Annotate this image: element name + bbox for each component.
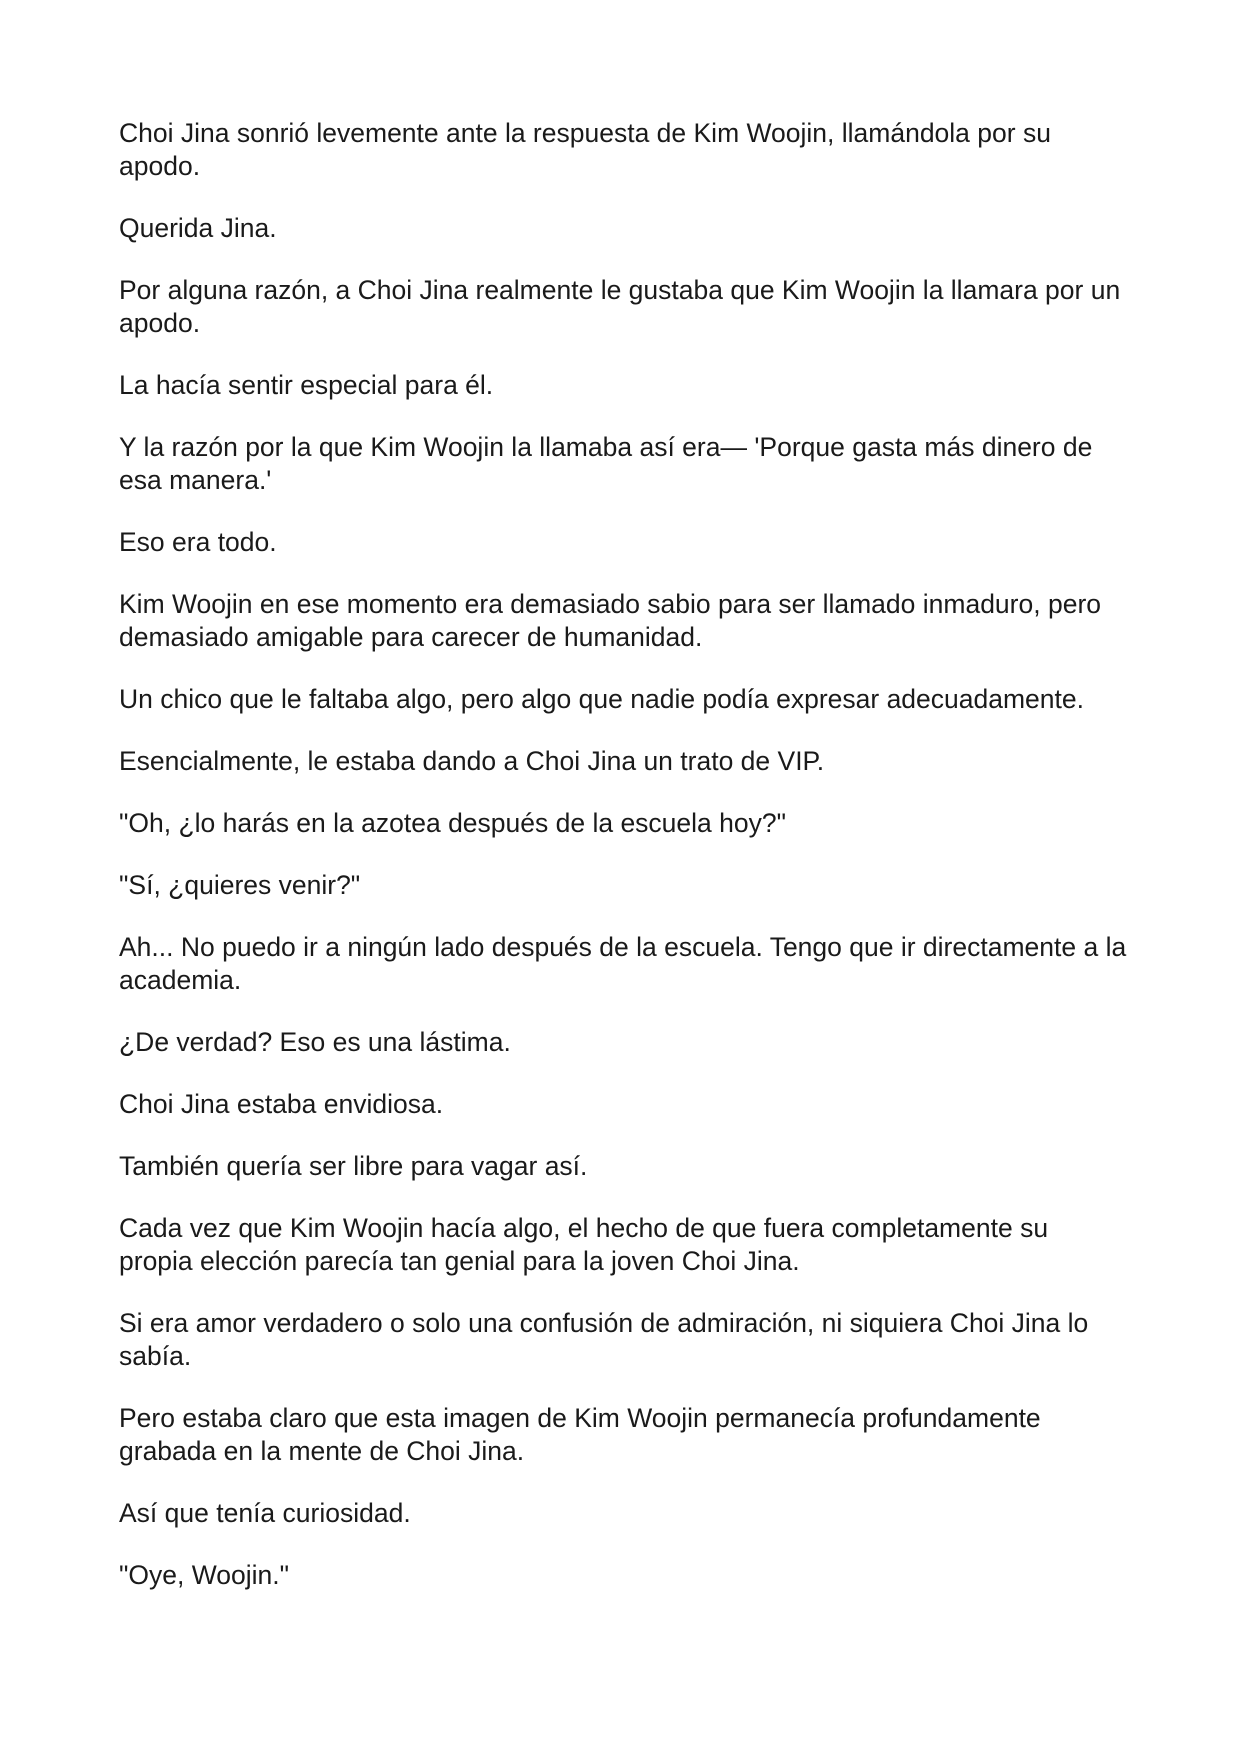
- paragraph: Choi Jina estaba envidiosa.: [119, 1089, 444, 1119]
- paragraph: Y la razón por la que Kim Woojin la llamaba así era— 'Porque gasta más dinero de esa manera.': [119, 432, 1093, 495]
- paragraph: "Oh, ¿lo harás en la azotea después de la escuela hoy?": [119, 808, 787, 838]
- paragraph: Cada vez que Kim Woojin hacía algo, el hecho de que fuera completamente su propia elección parecía tan genial para la joven Choi Jina.: [119, 1213, 1049, 1276]
- paragraph: Ah... No puedo ir a ningún lado después de la escuela. Tengo que ir directamente a la academia.: [119, 932, 1127, 995]
- paragraph: "Oye, Woojin.": [119, 1560, 290, 1590]
- paragraph: ¿De verdad? Eso es una lástima.: [119, 1027, 511, 1057]
- paragraph: Querida Jina.: [119, 213, 277, 243]
- paragraph: La hacía sentir especial para él.: [119, 370, 494, 400]
- paragraph: Un chico que le faltaba algo, pero algo que nadie podía expresar adecuadamente.: [119, 684, 1084, 714]
- paragraph: Por alguna razón, a Choi Jina realmente le gustaba que Kim Woojin la llamara por un apodo.: [119, 275, 1121, 338]
- paragraph: Choi Jina sonrió levemente ante la respuesta de Kim Woojin, llamándola por su apodo.: [119, 118, 1051, 181]
- paragraph: Eso era todo.: [119, 527, 277, 557]
- paragraph: Si era amor verdadero o solo una confusión de admiración, ni siquiera Choi Jina lo sabía.: [119, 1308, 1089, 1371]
- document-body: [119, 117, 1129, 1621]
- paragraph: Así que tenía curiosidad.: [119, 1498, 411, 1528]
- paragraph: Esencialmente, le estaba dando a Choi Jina un trato de VIP.: [119, 746, 825, 776]
- paragraph: "Sí, ¿quieres venir?": [119, 870, 361, 900]
- paragraph: También quería ser libre para vagar así.: [119, 1151, 588, 1181]
- paragraph: Kim Woojin en ese momento era demasiado sabio para ser llamado inmaduro, pero demasiado amigable para carecer de humanidad.: [119, 589, 1102, 652]
- paragraph: Pero estaba claro que esta imagen de Kim Woojin permanecía profundamente grabada en la mente de Choi Jina.: [119, 1403, 1041, 1466]
